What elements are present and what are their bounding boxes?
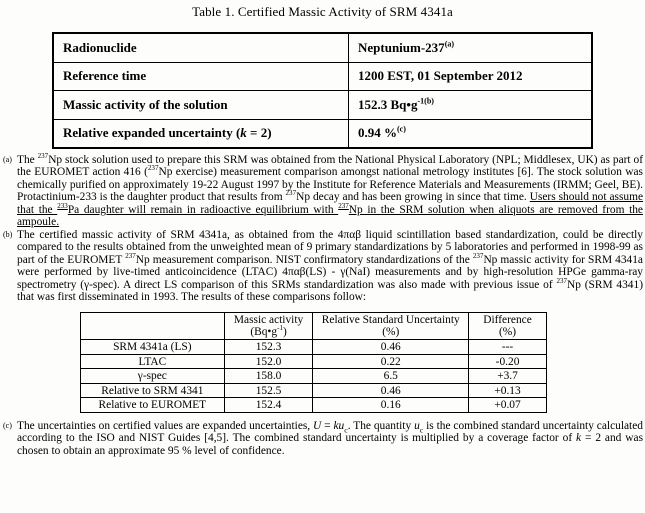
footnote-a <box>3 154 643 229</box>
comparison-diff-value: -0.20 <box>469 354 547 369</box>
comparison-rsu-value: 0.22 <box>313 354 469 369</box>
table-row <box>81 383 547 398</box>
comparison-rsu-value: 0.16 <box>313 398 469 413</box>
footnote-c <box>3 420 643 457</box>
cert-row-label: Relative expanded uncertainty (k = 2) <box>53 119 349 148</box>
table-title: Table 1. Certified Massic Activity of SRM 4341a <box>192 4 453 19</box>
footnotes-section <box>3 154 643 457</box>
footnote-a-text: The $^{237}$Np stock solution used to prepare this SRM was obtained from the National Physical Laboratory (NPL; Middlesex, UK) as part of the EUROMET action 416 ($^{237}$Np exercise) measurement comparison amongst national metrology institutes [6]. The stock solution was chemically purified on approximately 19-22 August 1997 by the Institute for Reference Materials and Measurements (IRMM; Geel, BE). Protactinium-233 is the daughter product that results from $^{237}$Np decay and has been growing in since that time. Users should not assume that the $^{233}$Pa daughter will remain in radioactive equilibrium with $^{237}$Np in the SRM solution when aliquots are removed from the ampoule. <box>17 152 644 229</box>
footnote-a-marker: (a) <box>3 155 12 164</box>
footnote-c-text: The uncertainties on certified values are expanded uncertainties, $U = ku_c$. The quantity $u_c$ is the combined standard uncertainty calculated according to the ISO and NIST Guides [4,5]. The combined standard uncertainty is multiplied by a coverage factor of k = 2 and was chosen to obtain an approximate 95 % level of confidence. <box>17 419 644 457</box>
comparison-results-table <box>80 312 547 413</box>
comparison-diff-value: --- <box>469 340 547 355</box>
comparison-header-rsu: Relative Standard Uncertainty (%) <box>313 313 469 340</box>
comparison-row-label: γ-spec <box>81 369 225 384</box>
comparison-massic-value: 158.0 <box>224 369 313 384</box>
footnote-c-marker: (c) <box>3 420 12 430</box>
comparison-rsu-value: 0.46 <box>313 383 469 398</box>
comparison-rsu-value: 0.46 <box>313 340 469 355</box>
table-row <box>53 119 592 148</box>
footnote-b <box>3 229 643 304</box>
cert-row-label: Radionuclide <box>53 33 349 62</box>
comparison-row-label: SRM 4341a (LS) <box>81 340 225 355</box>
comparison-header-row <box>81 313 547 340</box>
cert-row-value: 0.94 %$^{(c)}$ <box>349 119 593 148</box>
cert-row-value: 152.3 $Bq•g^{-1(b)}$ <box>349 91 593 120</box>
comparison-massic-value: 152.4 <box>224 398 313 413</box>
table-row <box>81 354 547 369</box>
comparison-diff-value: +0.13 <box>469 383 547 398</box>
cert-row-label: Massic activity of the solution <box>53 91 349 120</box>
table-row <box>53 91 592 120</box>
comparison-diff-value: +0.07 <box>469 398 547 413</box>
comparison-header-diff: Difference (%) <box>469 313 547 340</box>
footnote-b-text: The certified massic activity of SRM 4341a, as obtained from the 4παβ liquid scintillation based standardization, could be directly compared to the results obtained from the unweighted mean of 9 primary standardizations by 5 laboratories and performed in 1998-99 as part of the EUROMET $^{237}$Np measurement comparison. NIST confirmatory standardizations of the $^{237}$Np massic activity for SRM 4341a were performed by live-timed anticoincidence (LTAC) 4παβ(LS) - γ(NaI) measurements and by high-resolution HPGe gamma-ray spectrometry (γ-spec). A direct LS comparison of this SRMs standardization was also made with previous issue of $^{237}$Np (SRM 4341) that was first disseminated in 1993. The results of these comparisons follow: <box>17 228 643 303</box>
comparison-header-empty <box>81 313 225 340</box>
certified-activity-table <box>52 32 593 149</box>
comparison-row-label: Relative to EUROMET <box>81 398 225 413</box>
footnote-b-marker: (b) <box>3 229 13 239</box>
comparison-header-massic: Massic activity $(Bq•g^{-1})$ <box>224 313 313 340</box>
table-row <box>53 33 592 62</box>
table-row <box>53 62 592 91</box>
comparison-massic-value: 152.0 <box>224 354 313 369</box>
table-row <box>81 340 547 355</box>
cert-row-value: Neptunium-237$^{(a)}$ <box>349 33 593 62</box>
table-row <box>81 398 547 413</box>
comparison-massic-value: 152.5 <box>224 383 313 398</box>
comparison-diff-value: +3.7 <box>469 369 547 384</box>
comparison-row-label: LTAC <box>81 354 225 369</box>
comparison-row-label: Relative to SRM 4341 <box>81 383 225 398</box>
cert-row-label: Reference time <box>53 62 349 91</box>
cert-row-value: 1200 EST, 01 September 2012 <box>349 62 593 91</box>
comparison-massic-value: 152.3 <box>224 340 313 355</box>
table-row <box>81 369 547 384</box>
comparison-rsu-value: 6.5 <box>313 369 469 384</box>
